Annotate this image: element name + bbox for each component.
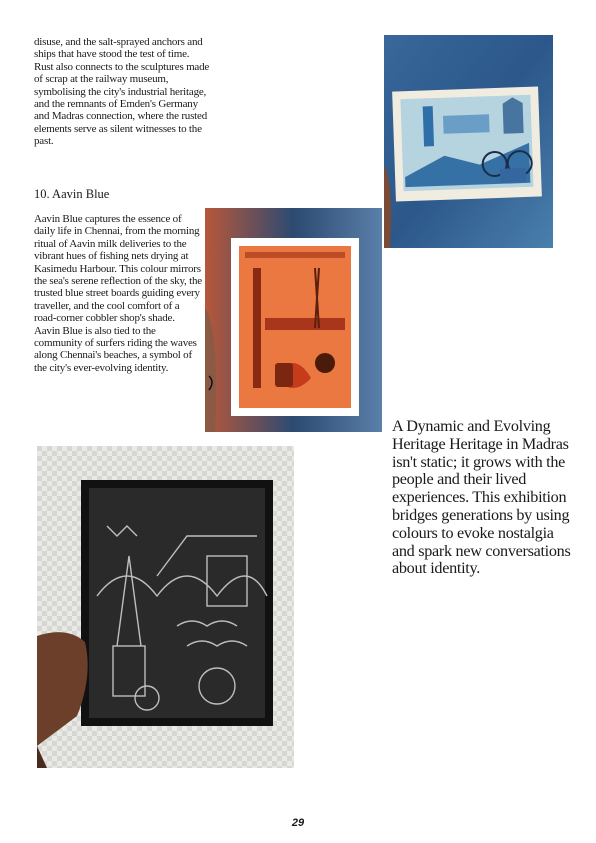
section-title: 10. Aavin Blue	[34, 187, 110, 201]
pull-quote: A Dynamic and Evolving Heritage Heritage in Madras isn't static; it grows with the people and their lived experiences. This exhibition bridges generations by using colours to evoke nostalgia and spark new conversations about identity.	[392, 417, 571, 578]
rust-artwork-photo	[205, 208, 382, 432]
section-body: Aavin Blue captures the essence of daily life in Chennai, from the morning ritual of Aavin milk deliveries to the vibrant hues of fishing nets drying at Kasimedu Harbour. This colour mirrors the sea's serene reflection of the sky, the trusted blue street boards guiding every traveller, and the cool comfort of a road-corner cobbler shop's shade. Aavin Blue is also tied to the community of surfers riding the waves along Chennai's beaches, a symbol of the city's ever-evolving identity.	[34, 213, 202, 374]
intro-paragraph: disuse, and the salt-sprayed anchors and ships that have stood the test of time. Rust also connects to the sculptures made of scrap at the railway museum, symbolising the city's industrial heritage, and the remnants of Emden's Germany and Madras connection, where the rusted elements serve as silent witnesses to the past.	[34, 36, 210, 148]
page-number: 29	[291, 817, 305, 829]
charcoal-artwork-photo	[37, 446, 294, 768]
aavin-blue-artwork-photo	[384, 35, 553, 248]
